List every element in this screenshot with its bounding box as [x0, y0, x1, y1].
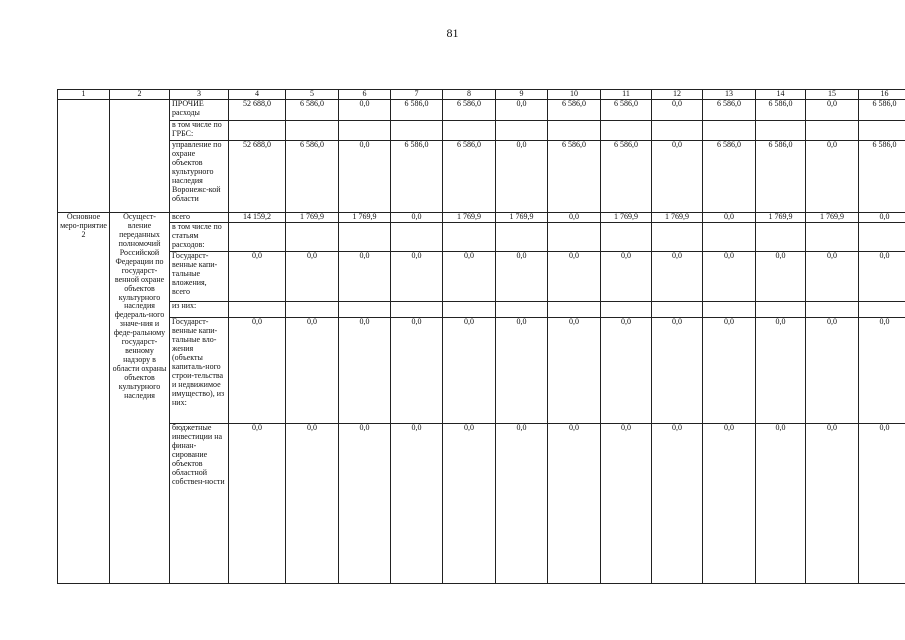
value-cell: 1 769,9 — [339, 212, 391, 222]
column-number-15: 15 — [806, 90, 859, 100]
value-cell: 0,0 — [652, 99, 703, 120]
value-cell — [229, 120, 286, 140]
row-label: управление по охране объектов культурного наследия Воронежс-кой области — [170, 140, 229, 212]
value-cell — [806, 120, 859, 140]
value-cell — [496, 222, 548, 251]
value-cell: 0,0 — [229, 251, 286, 301]
value-cell: 0,0 — [703, 251, 756, 301]
value-cell: 0,0 — [703, 212, 756, 222]
value-cell — [806, 301, 859, 317]
table-row — [58, 222, 905, 251]
value-cell — [496, 120, 548, 140]
value-cell — [391, 222, 443, 251]
value-cell: 0,0 — [443, 317, 496, 423]
value-cell — [548, 222, 601, 251]
value-cell: 0,0 — [652, 251, 703, 301]
value-cell: 52 688,0 — [229, 99, 286, 120]
value-cell: 0,0 — [339, 251, 391, 301]
value-cell: 0,0 — [601, 317, 652, 423]
value-cell: 6 586,0 — [859, 99, 905, 120]
value-cell: 0,0 — [806, 99, 859, 120]
value-cell — [756, 301, 806, 317]
value-cell: 0,0 — [859, 212, 905, 222]
column-number-16: 16 — [859, 90, 905, 100]
value-cell: 0,0 — [443, 251, 496, 301]
value-cell: 0,0 — [496, 423, 548, 583]
budget-table — [57, 89, 905, 584]
column-number-1: 1 — [58, 90, 110, 100]
value-cell: 0,0 — [652, 140, 703, 212]
value-cell: 1 769,9 — [756, 212, 806, 222]
value-cell: 0,0 — [756, 251, 806, 301]
value-cell — [286, 120, 339, 140]
value-cell: 1 769,9 — [652, 212, 703, 222]
row-label: Государст-венные капи-тальные вло-жения (объекты капиталь-ного строи-тельства и недвижимое имущество), из них: — [170, 317, 229, 423]
table-row — [58, 301, 905, 317]
value-cell: 6 586,0 — [756, 140, 806, 212]
value-cell — [548, 301, 601, 317]
value-cell — [339, 222, 391, 251]
value-cell — [391, 120, 443, 140]
measure-name-cell — [110, 99, 170, 212]
value-cell — [859, 301, 905, 317]
column-number-8: 8 — [443, 90, 496, 100]
value-cell: 0,0 — [496, 140, 548, 212]
table-row — [58, 120, 905, 140]
row-label: из них: — [170, 301, 229, 317]
row-label: в том числе по ГРБС: — [170, 120, 229, 140]
value-cell: 0,0 — [601, 423, 652, 583]
value-cell: 52 688,0 — [229, 140, 286, 212]
measure-type-cell: Основное меро-приятие 2 — [58, 212, 110, 583]
value-cell: 0,0 — [391, 423, 443, 583]
measure-name-cell: Осущест-вление переданных полномочий Российской Федерации по государст-венной охране объектов культурного наследия федераль-ного значе-ния и феде-ральному государст-венному надзору в области охраны объектов культурного наследия — [110, 212, 170, 583]
value-cell: 0,0 — [806, 317, 859, 423]
value-cell: 6 586,0 — [286, 99, 339, 120]
row-label: в том числе по статьям расходов: — [170, 222, 229, 251]
value-cell: 0,0 — [496, 251, 548, 301]
value-cell — [601, 222, 652, 251]
value-cell — [286, 222, 339, 251]
table-row — [58, 140, 905, 212]
value-cell: 0,0 — [859, 317, 905, 423]
value-cell: 6 586,0 — [756, 99, 806, 120]
value-cell: 0,0 — [806, 251, 859, 301]
value-cell — [601, 301, 652, 317]
value-cell: 0,0 — [496, 99, 548, 120]
value-cell: 0,0 — [859, 251, 905, 301]
value-cell: 6 586,0 — [859, 140, 905, 212]
value-cell — [703, 120, 756, 140]
value-cell — [756, 120, 806, 140]
value-cell: 0,0 — [703, 423, 756, 583]
table-row — [58, 317, 905, 423]
value-cell: 0,0 — [339, 99, 391, 120]
value-cell: 1 769,9 — [806, 212, 859, 222]
value-cell: 0,0 — [548, 251, 601, 301]
row-label: Государст-венные капи-тальные вложения, всего — [170, 251, 229, 301]
value-cell: 0,0 — [496, 317, 548, 423]
value-cell — [229, 222, 286, 251]
value-cell — [601, 120, 652, 140]
value-cell — [443, 222, 496, 251]
value-cell — [229, 301, 286, 317]
value-cell: 0,0 — [652, 423, 703, 583]
value-cell — [703, 301, 756, 317]
value-cell — [806, 222, 859, 251]
column-number-9: 9 — [496, 90, 548, 100]
value-cell: 0,0 — [652, 317, 703, 423]
value-cell: 0,0 — [229, 317, 286, 423]
value-cell: 0,0 — [859, 423, 905, 583]
column-number-2: 2 — [110, 90, 170, 100]
value-cell — [652, 120, 703, 140]
value-cell: 0,0 — [229, 423, 286, 583]
table-body — [58, 90, 905, 584]
value-cell: 0,0 — [286, 251, 339, 301]
value-cell: 0,0 — [806, 140, 859, 212]
value-cell: 1 769,9 — [443, 212, 496, 222]
page-number: 81 — [446, 26, 459, 40]
value-cell — [756, 222, 806, 251]
value-cell: 0,0 — [703, 317, 756, 423]
column-number-11: 11 — [601, 90, 652, 100]
value-cell — [339, 301, 391, 317]
value-cell — [339, 120, 391, 140]
value-cell: 0,0 — [391, 251, 443, 301]
value-cell: 6 586,0 — [391, 140, 443, 212]
value-cell: 0,0 — [443, 423, 496, 583]
value-cell: 6 586,0 — [601, 140, 652, 212]
measure-type-cell — [58, 99, 110, 212]
value-cell: 14 159,2 — [229, 212, 286, 222]
column-number-13: 13 — [703, 90, 756, 100]
column-number-4: 4 — [229, 90, 286, 100]
value-cell: 1 769,9 — [286, 212, 339, 222]
column-number-14: 14 — [756, 90, 806, 100]
value-cell — [496, 301, 548, 317]
value-cell — [859, 120, 905, 140]
value-cell: 6 586,0 — [443, 99, 496, 120]
value-cell: 6 586,0 — [286, 140, 339, 212]
value-cell: 0,0 — [339, 317, 391, 423]
value-cell: 0,0 — [391, 212, 443, 222]
value-cell: 0,0 — [286, 423, 339, 583]
column-number-5: 5 — [286, 90, 339, 100]
table-row — [58, 99, 905, 120]
value-cell: 0,0 — [756, 423, 806, 583]
value-cell: 1 769,9 — [601, 212, 652, 222]
column-number-12: 12 — [652, 90, 703, 100]
row-label: всего — [170, 212, 229, 222]
value-cell: 6 586,0 — [703, 99, 756, 120]
value-cell: 0,0 — [548, 212, 601, 222]
value-cell: 1 769,9 — [496, 212, 548, 222]
value-cell — [703, 222, 756, 251]
value-cell — [391, 301, 443, 317]
column-number-10: 10 — [548, 90, 601, 100]
column-number-6: 6 — [339, 90, 391, 100]
value-cell: 6 586,0 — [601, 99, 652, 120]
value-cell: 6 586,0 — [443, 140, 496, 212]
row-label: ПРОЧИЕ расходы — [170, 99, 229, 120]
value-cell: 0,0 — [548, 423, 601, 583]
value-cell — [443, 301, 496, 317]
row-label: бюджетные инвестиции на финан-сирование объектов областной собствен-ности — [170, 423, 229, 583]
value-cell — [652, 222, 703, 251]
value-cell: 6 586,0 — [703, 140, 756, 212]
column-number-row — [58, 90, 905, 100]
value-cell: 0,0 — [806, 423, 859, 583]
value-cell: 6 586,0 — [391, 99, 443, 120]
value-cell: 6 586,0 — [548, 99, 601, 120]
column-number-7: 7 — [391, 90, 443, 100]
table-row — [58, 423, 905, 583]
table-row — [58, 251, 905, 301]
value-cell — [652, 301, 703, 317]
value-cell — [286, 301, 339, 317]
value-cell: 0,0 — [339, 423, 391, 583]
column-number-3: 3 — [170, 90, 229, 100]
value-cell: 6 586,0 — [548, 140, 601, 212]
value-cell: 0,0 — [339, 140, 391, 212]
value-cell — [859, 222, 905, 251]
value-cell: 0,0 — [756, 317, 806, 423]
value-cell: 0,0 — [391, 317, 443, 423]
value-cell: 0,0 — [601, 251, 652, 301]
value-cell: 0,0 — [286, 317, 339, 423]
value-cell — [548, 120, 601, 140]
value-cell — [443, 120, 496, 140]
table-row — [58, 212, 905, 222]
value-cell: 0,0 — [548, 317, 601, 423]
